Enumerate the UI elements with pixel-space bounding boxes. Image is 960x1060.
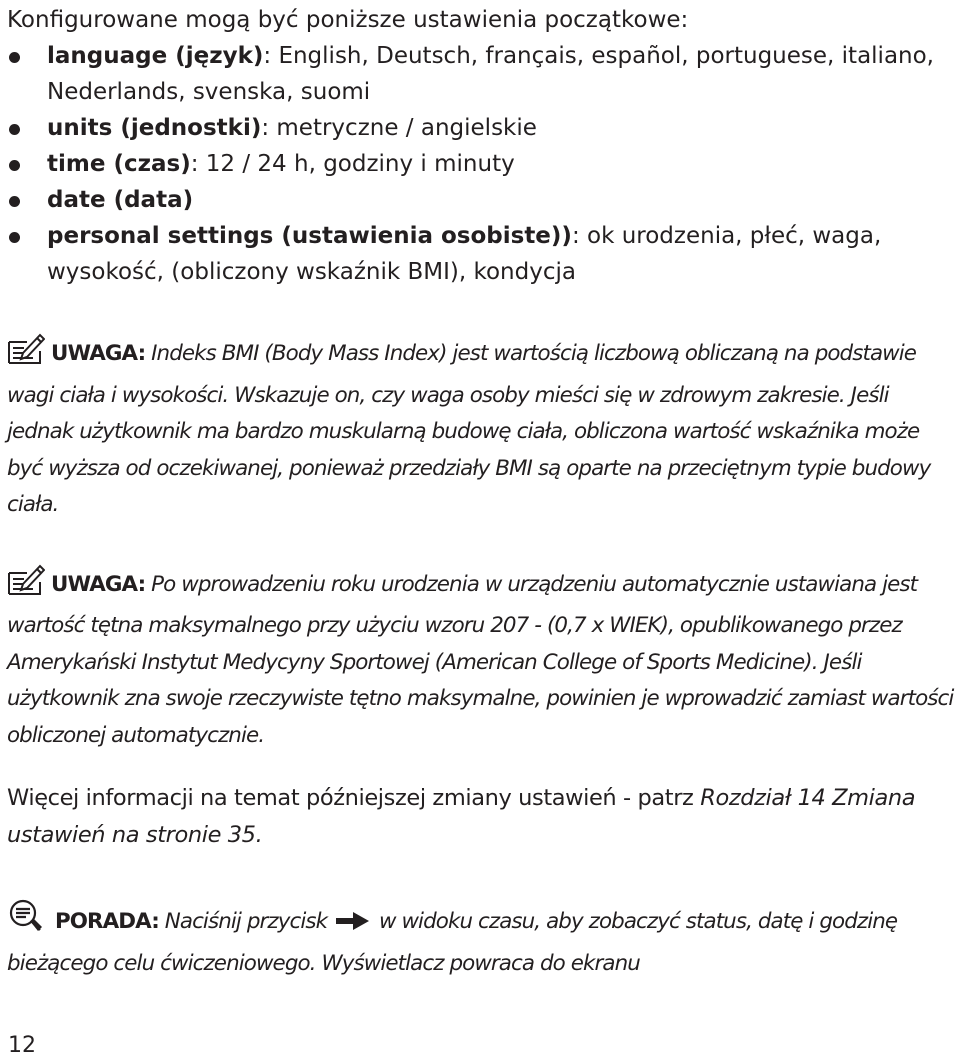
tip-label: PORADA: [55,909,159,934]
setting-term: units (jednostki) [47,115,262,141]
setting-description: : metryczne / angielskie [261,115,537,141]
bullet-icon [9,124,20,135]
setting-description: : English, Deutsch, français, español, portuguese, italiano, Nederlands, svenska, suomi [47,43,934,105]
bullet-icon [9,160,20,171]
list-item [7,182,957,218]
note-label: UWAGA: [51,341,146,366]
setting-term: personal settings (ustawienia osobiste)) [47,223,572,249]
tip-text-before: Naciśnij przycisk [158,909,334,934]
list-item [7,38,957,110]
note-pencil-icon [7,333,45,378]
note-bmi [7,333,957,524]
note-text: Indeks BMI (Body Mass Index) jest wartością liczbową obliczaną na podstawie wagi ciała i wysokości. Wskazuje on, czy waga osoby mieści się w zdrowym zakresie. Jeśli jednak użytkownik ma bardzo muskularną budowę ciała, obliczona wartość wskaźnika może być wyższa od oczekiwanej, ponieważ przedziały BMI są oparte na przeciętnym typie budowy ciała. [7,341,931,517]
note-heart-rate [7,564,957,755]
note-label: UWAGA: [51,571,146,597]
bullet-icon [9,232,20,243]
tip-text-after: w widoku czasu, aby zobaczyć status, datę i godzinę bieżącego celu ćwiczeniowego. Wyświetlacz powraca do ekranu [7,909,898,976]
page-number: 12 [8,1033,36,1058]
setting-description: : 12 / 24 h, godziny i minuty [190,151,515,177]
list-item [7,146,957,182]
more-info-sentence: Więcej informacji na temat późniejszej zmiany ustawień - patrz [7,785,701,811]
setting-term: language (język) [47,43,264,69]
intro-text: Konfigurowane mogą być poniższe ustawienia początkowe: [7,7,689,33]
setting-description: : ok urodzenia, płeć, waga, wysokość, (obliczony wskaźnik BMI), kondycja [47,223,882,285]
more-info-text [7,780,957,853]
arrow-right-icon [335,907,371,944]
bullet-icon [9,196,20,207]
setting-term: date (data) [47,187,194,213]
settings-list [7,38,957,290]
note-pencil-icon [7,564,45,609]
setting-term: time (czas) [47,151,191,177]
note-text: Po wprowadzeniu roku urodzenia w urządzeniu automatycznie ustawiana jest wartość tętna maksymalnego przy użyciu wzoru 207 - (0,7 x WIEK), opublikowanego przez Amerykański Instytut Medycyny Sportowej (American College of Sports Medicine). Jeśli użytkownik zna swoje rzeczywiste tętno maksymalne, powinien je wprowadzić zamiast wartości obliczonej automatycznie. [7,571,954,748]
list-item [7,110,957,146]
list-item [7,218,957,290]
bullet-icon [9,52,20,63]
tip-note [7,899,957,982]
chapter-reference: Rozdział 14 Zmiana ustawień na stronie 35. [7,785,916,848]
manual-page [7,2,957,982]
magnifier-tip-icon [7,899,49,946]
